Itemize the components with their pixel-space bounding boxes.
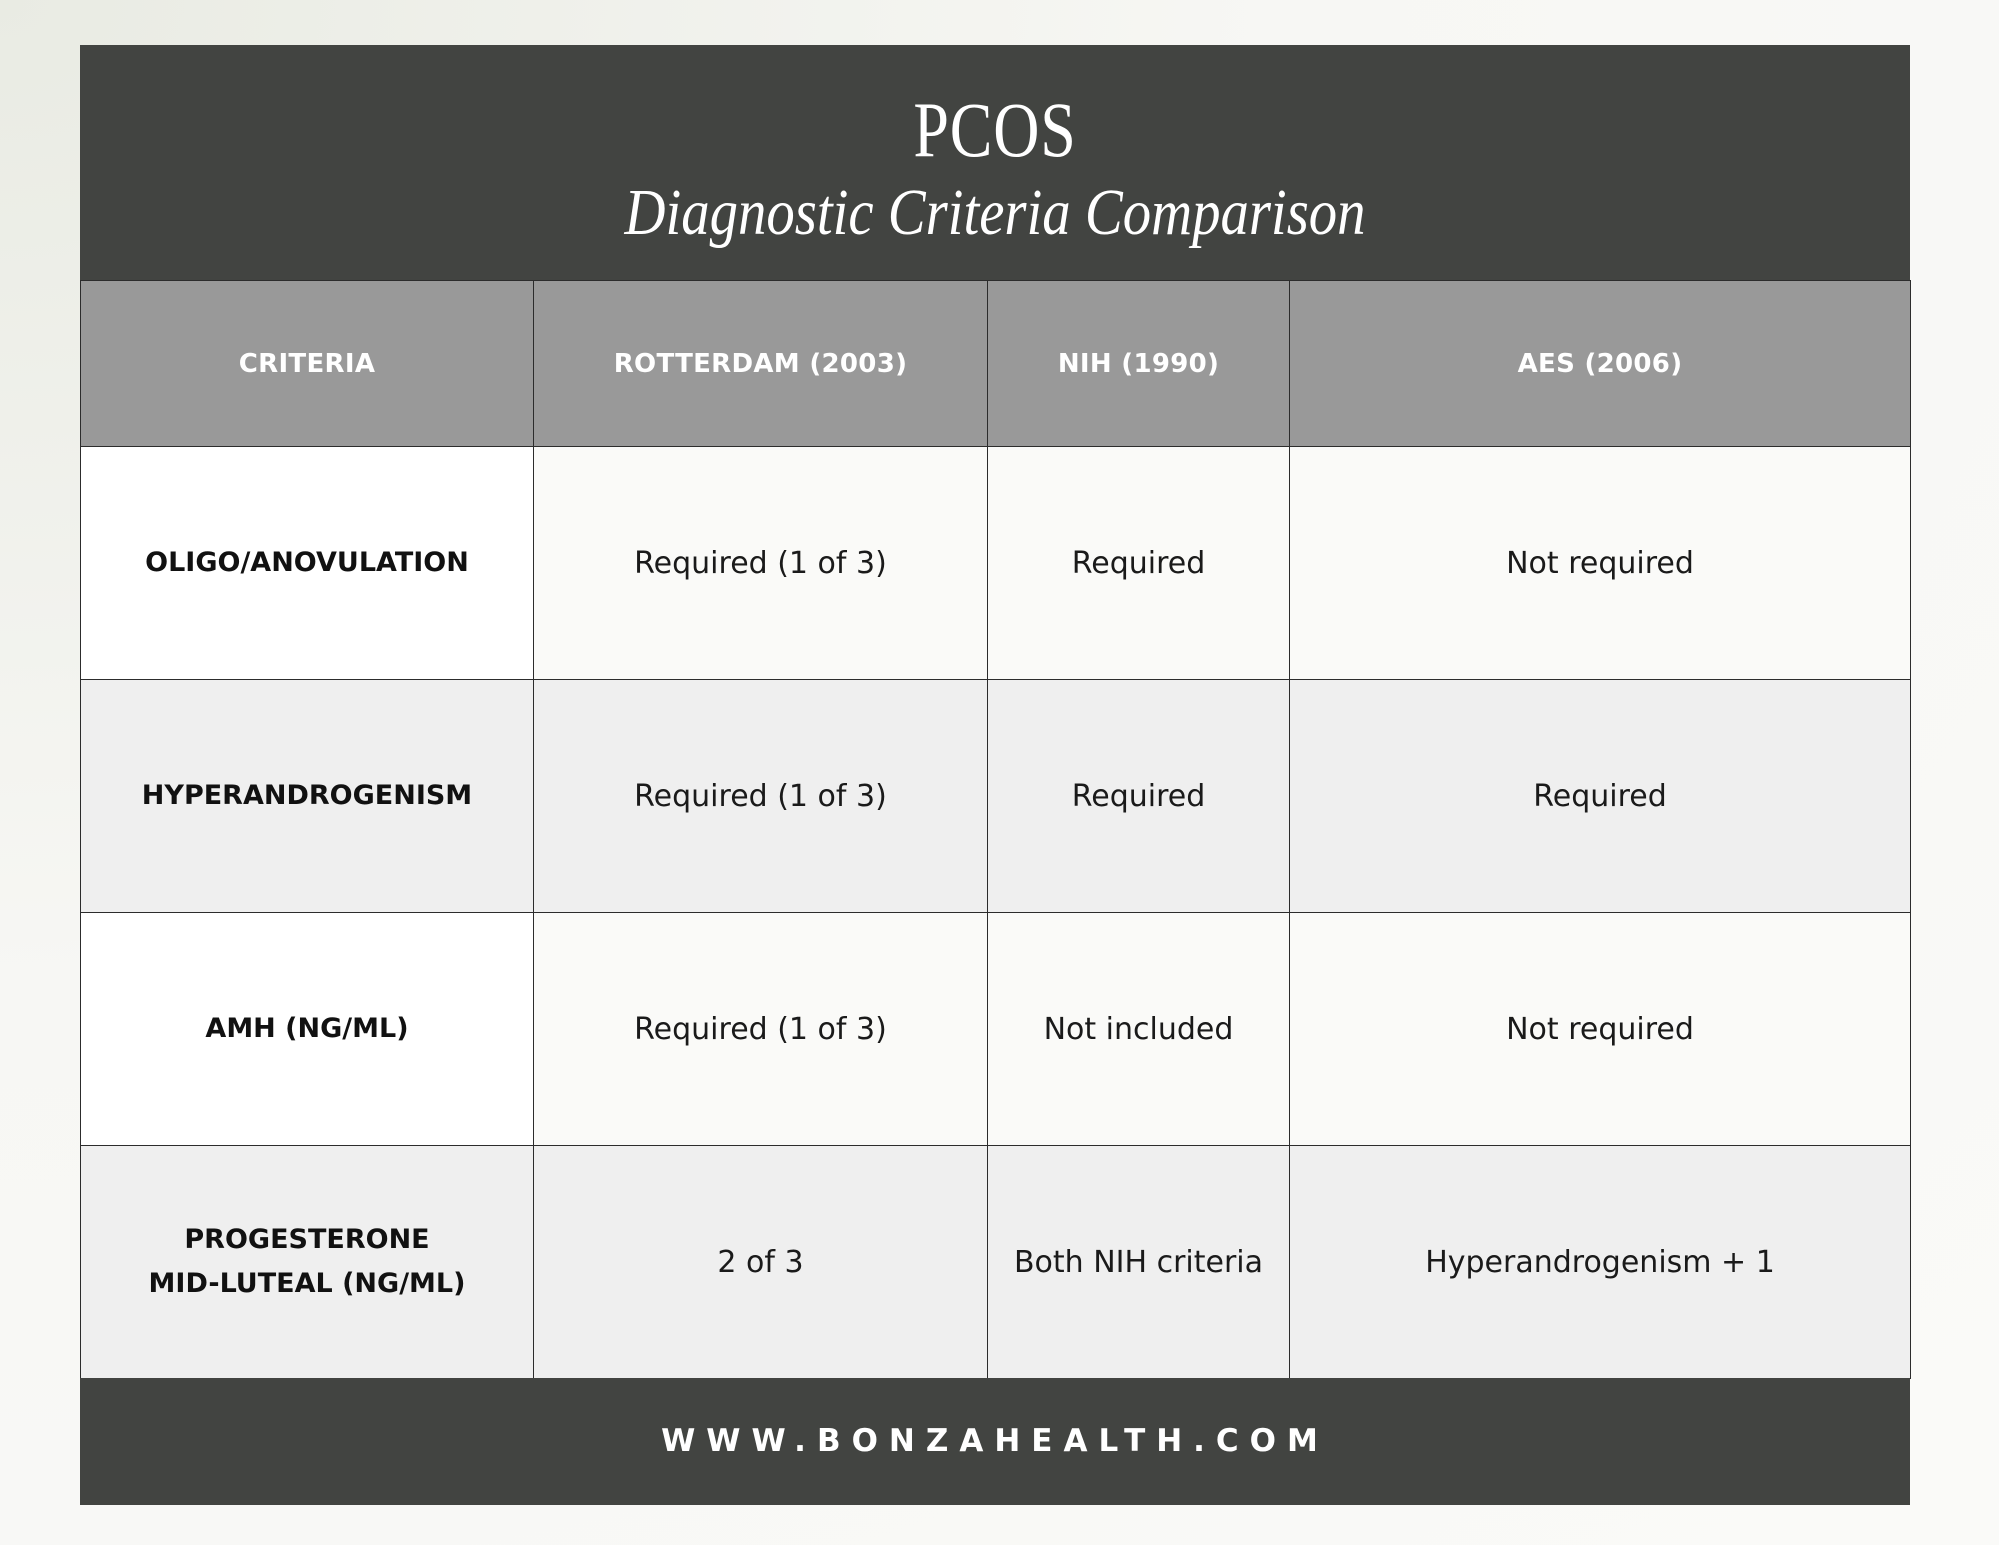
row-label-line: AMH (NG/ML) (205, 1013, 409, 1044)
table-header-row (81, 281, 1911, 447)
table-cell: Not required (1290, 913, 1911, 1146)
website-link[interactable]: WWW.BONZAHEALTH.COM (661, 1423, 1329, 1459)
criteria-comparison-table (80, 280, 1911, 1379)
column-header-nih: NIH (1990) (988, 281, 1290, 447)
column-header-aes: AES (2006) (1290, 281, 1911, 447)
table-row (81, 913, 1911, 1146)
table-row (81, 680, 1911, 913)
column-header-criteria: CRITERIA (81, 281, 534, 447)
footer-banner (80, 1378, 1910, 1505)
row-label-progesterone (81, 1146, 534, 1379)
table-cell: Required (1 of 3) (534, 680, 988, 913)
row-label-line: OLIGO/ANOVULATION (145, 547, 469, 578)
table-cell: Required (1 of 3) (534, 913, 988, 1146)
table-cell: Not included (988, 913, 1290, 1146)
table-row (81, 1146, 1911, 1379)
page-subtitle: Diagnostic Criteria Comparison (624, 176, 1366, 249)
table-cell: Required (1 of 3) (534, 447, 988, 680)
page-title: PCOS (913, 86, 1077, 173)
column-header-rotterdam: ROTTERDAM (2003) (534, 281, 988, 447)
row-label-amh (81, 913, 534, 1146)
table-row (81, 447, 1911, 680)
table-cell: Required (1290, 680, 1911, 913)
header-banner (80, 45, 1910, 280)
row-label-oligo-anovulation (81, 447, 534, 680)
table-cell: Not required (1290, 447, 1911, 680)
table-cell: Required (988, 680, 1290, 913)
row-label-line: HYPERANDROGENISM (141, 780, 473, 811)
table-cell: 2 of 3 (534, 1146, 988, 1379)
table-cell: Required (988, 447, 1290, 680)
comparison-card (80, 45, 1910, 1505)
row-label-line: MID-LUTEAL (NG/ML) (148, 1268, 466, 1299)
table-cell: Both NIH criteria (988, 1146, 1290, 1379)
row-label-line: PROGESTERONE (184, 1224, 430, 1255)
table-cell: Hyperandrogenism + 1 (1290, 1146, 1911, 1379)
row-label-hyperandrogenism (81, 680, 534, 913)
